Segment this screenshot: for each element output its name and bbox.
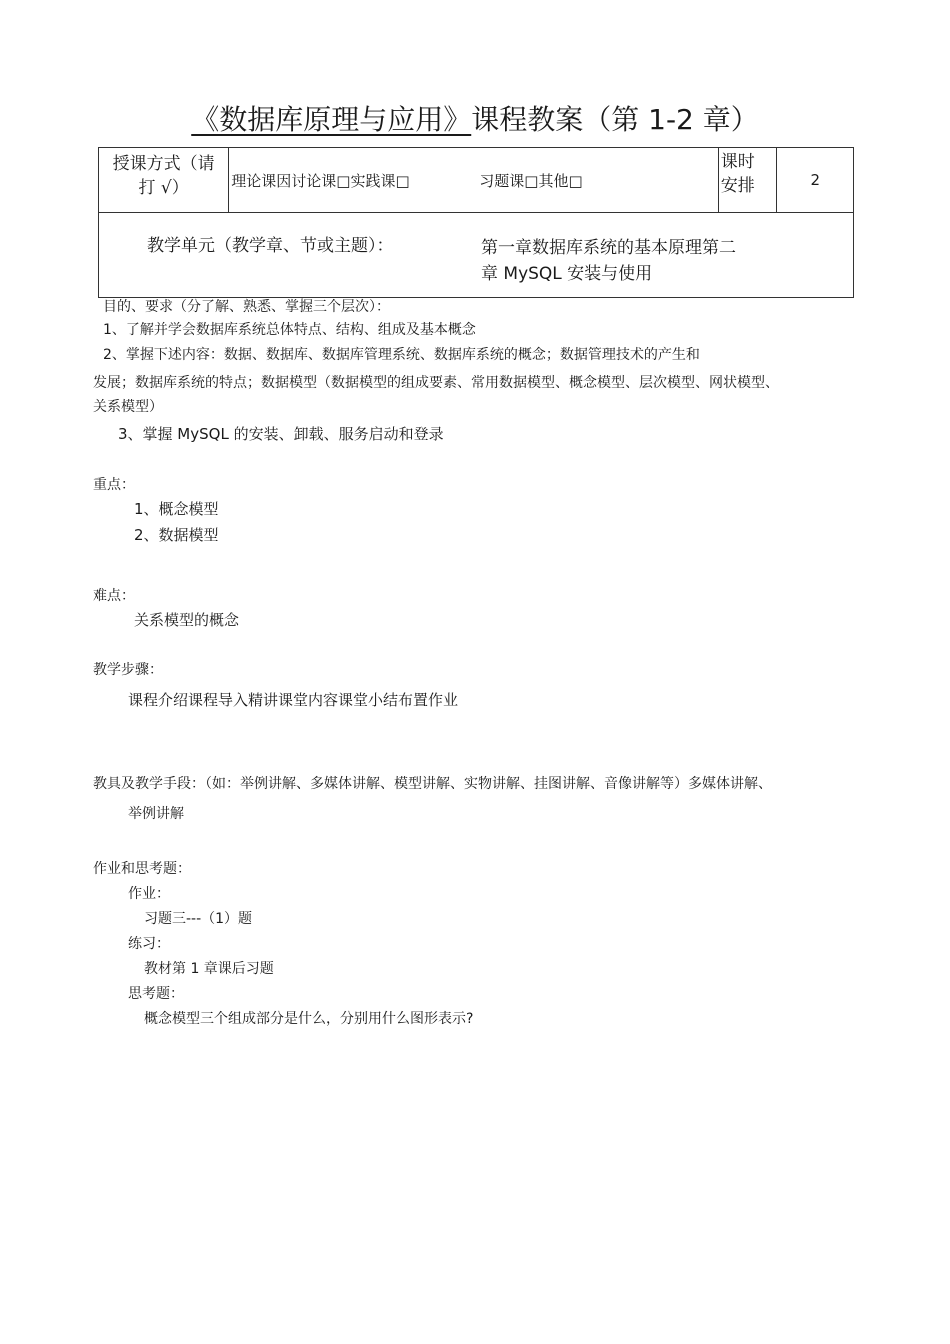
think-item: 概念模型三个组成部分是什么，分别用什么图形表示?	[144, 1011, 474, 1027]
key-points-heading: 重点：	[93, 477, 135, 493]
method-label-cell	[99, 148, 229, 213]
steps-content: 课程介绍课程导入精讲课堂内容课堂小结布置作业	[128, 691, 459, 709]
method-options-a: 理论课因讨论课□实践课□	[231, 172, 410, 190]
method-row	[99, 148, 854, 213]
method-label-line1: 授课方式（请	[112, 154, 215, 174]
practice-label: 练习：	[128, 936, 170, 952]
tools-line1: 教具及教学手段：（如：举例讲解、多媒体讲解、模型讲解、实物讲解、挂图讲解、音像讲解等）多媒体讲解、	[93, 776, 772, 792]
unit-value-line2: 章 MySQL 安装与使用	[481, 264, 653, 284]
title-rest: 课程教案（第 1-2 章）	[471, 103, 759, 136]
difficulty-item-1: 关系模型的概念	[134, 611, 240, 629]
course-name: 《数据库原理与应用》	[191, 103, 472, 136]
unit-cell	[99, 213, 854, 298]
unit-value-line1: 第一章数据库系统的基本原理第二	[481, 238, 736, 258]
think-label: 思考题：	[128, 986, 184, 1002]
steps-heading: 教学步骤：	[93, 662, 163, 678]
method-options-b: 习题课□其他□	[479, 172, 583, 190]
unit-label: 教学单元（教学章、节或主题）：	[147, 236, 394, 256]
objectives-heading: 目的、要求（分了解、熟悉、掌握三个层次）：	[103, 299, 390, 315]
hours-label-line2: 安排	[720, 176, 755, 196]
document-title	[0, 98, 950, 138]
objective-item-2-line3: 关系模型）	[93, 399, 163, 415]
key-point-2: 2、数据模型	[134, 526, 219, 544]
hours-label-cell	[718, 148, 777, 213]
objective-item-2-line1: 2、掌握下述内容：数据、数据库、数据库管理系统、数据库系统的概念；数据管理技术的产生和	[103, 347, 700, 363]
homework-item: 习题三---（1）题	[144, 911, 253, 927]
difficulties-heading: 难点：	[93, 588, 135, 604]
practice-item: 教材第 1 章课后习题	[144, 961, 274, 977]
key-point-1: 1、概念模型	[134, 500, 219, 518]
method-label-line2: 打 √）	[138, 178, 189, 198]
tools-line2: 举例讲解	[128, 806, 184, 822]
unit-row	[99, 213, 854, 298]
hours-label-line1: 课时	[720, 152, 755, 172]
objective-item-2-line2: 发展；数据库系统的特点；数据模型（数据模型的组成要素、常用数据模型、概念模型、层次模型、网状模型、	[93, 375, 779, 391]
homework-heading: 作业和思考题：	[93, 861, 191, 877]
method-options-cell	[229, 148, 718, 213]
hours-value-cell: 2	[777, 148, 854, 213]
objective-item-1: 1、了解并学会数据库系统总体特点、结构、组成及基本概念	[103, 322, 476, 338]
objective-item-3: 3、掌握 MySQL 的安装、卸载、服务启动和登录	[118, 425, 444, 443]
course-info-table	[98, 147, 854, 298]
homework-label: 作业：	[128, 886, 170, 902]
